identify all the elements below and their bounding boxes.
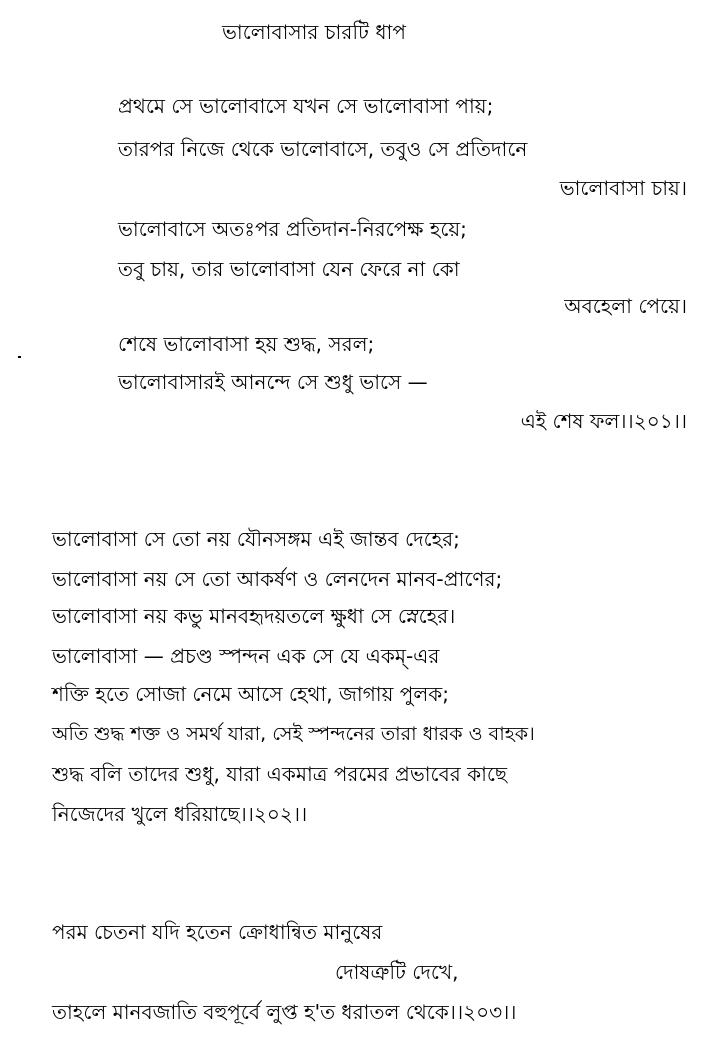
poem-title: ভালোবাসার চারটি ধাপ xyxy=(222,20,406,44)
poem-line: ভালোবাসা চায়। xyxy=(559,176,687,200)
poem-line: পরম চেতনা যদি হতেন ক্রোধান্বিত মানুষের xyxy=(52,920,383,944)
poem-line: ভালোবাসা — প্রচণ্ড স্পন্দন এক সে যে একম্-এর xyxy=(52,644,440,668)
poem-line: তাহলে মানবজাতি বহুপূর্বে লুপ্ত হ'ত ধরাতল থেকে।।২০৩।। xyxy=(52,1000,517,1024)
poem-line: তবু চায়, তার ভালোবাসা যেন ফেরে না কো xyxy=(118,257,460,281)
poem-line: এই শেষ ফল।।২০১।। xyxy=(520,409,687,433)
poem-line: তারপর নিজে থেকে ভালোবাসে, তবুও সে প্রতিদানে xyxy=(118,137,528,161)
poem-line: ভালোবাসা সে তো নয় যৌনসঙ্গম এই জান্তব দেহের; xyxy=(52,527,460,551)
poem-line: ভালোবাসারই আনন্দে সে শুধু ভাসে — xyxy=(118,370,428,394)
poem-line: শক্তি হতে সোজা নেমে আসে হেথা, জাগায় পুলক; xyxy=(52,682,449,706)
poem-line: অতি শুদ্ধ শক্ত ও সমর্থ যারা, সেই স্পন্দনের তারা ধারক ও বাহক। xyxy=(52,723,535,745)
poem-line: অবহেলা পেয়ে। xyxy=(564,294,687,318)
poem-line: নিজেদের খুলে ধরিয়াছে।।২০২।। xyxy=(52,802,308,826)
poem-line: শেষে ভালোবাসা হয় শুদ্ধ, সরল; xyxy=(118,332,375,356)
poem-line: প্রথমে সে ভালোবাসে যখন সে ভালোবাসা পায়; xyxy=(118,94,494,118)
poem-line: ভালোবাসা নয় কভু মানবহৃদয়তলে ক্ষুধা সে স্নেহের। xyxy=(52,604,456,628)
poem-line: শুদ্ধ বলি তাদের শুধু, যারা একমাত্র পরমের প্রভাবের কাছে xyxy=(52,762,508,786)
poem-line: দোষত্রুটি দেখে, xyxy=(335,960,459,984)
poem-line: ভালোবাসে অতঃপর প্রতিদান-নিরপেক্ষ হয়ে; xyxy=(118,217,467,241)
poem-line: ভালোবাসা নয় সে তো আকর্ষণ ও লেনদেন মানব-প্রাণের; xyxy=(52,567,503,591)
margin-mark xyxy=(18,356,21,358)
